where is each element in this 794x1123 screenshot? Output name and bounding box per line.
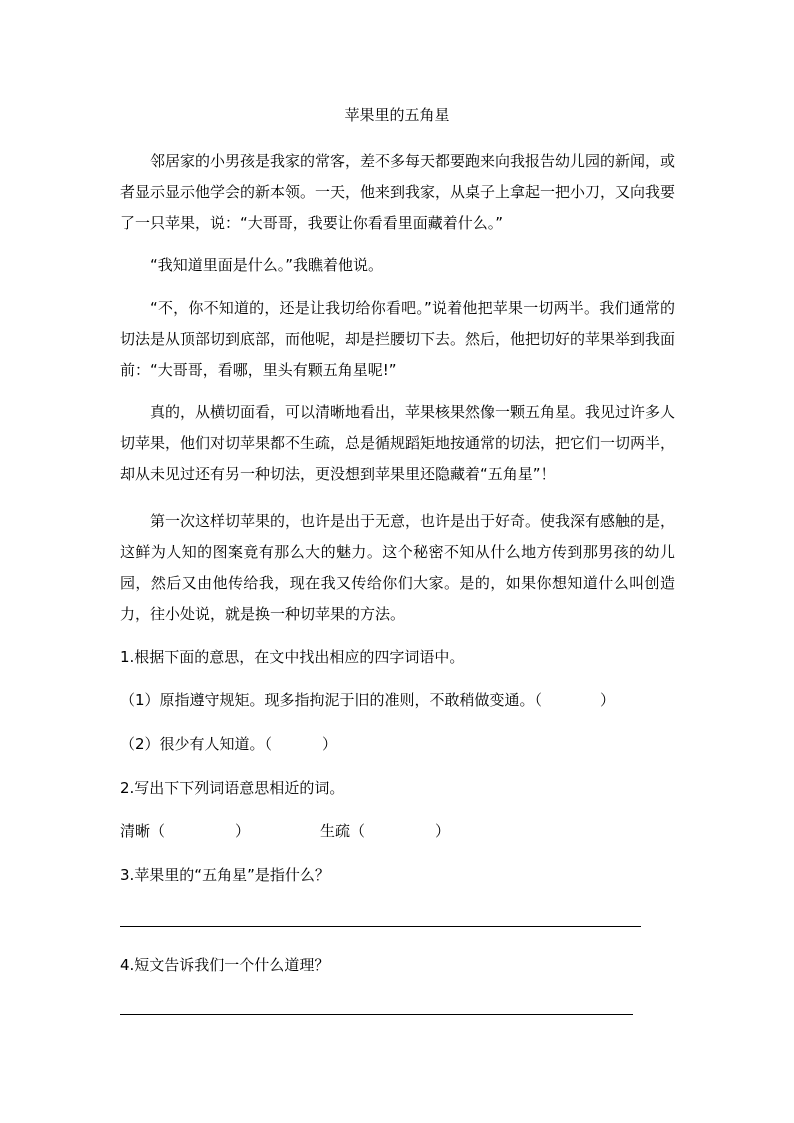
question-1-item-2 <box>120 733 675 755</box>
question-2: 2.写出下下列词语意思相近的词。 <box>120 779 345 797</box>
question-1-item-2-text: （2）很少有人知道。（ <box>120 735 273 753</box>
paragraph-1: 邻居家的小男孩是我家的常客，差不多每天都要跑来向我报告幼儿园的新闻，或者显示显示他学会的新本领。一天，他来到我家，从桌子上拿起一把小刀，又向我要了一只苹果，说：“大哥哥，我要让你看看里面藏着什么。” <box>120 152 676 232</box>
paragraph-4: 真的，从横切面看，可以清晰地看出，苹果核果然像一颗五角星。我见过许多人切苹果，他们对切苹果都不生疏，总是循规蹈矩地按通常的切法，把它们一切两半，却从未见过还有另一种切法，更没想到苹果里还隐藏着“五角星”！ <box>120 403 676 483</box>
question-2-word-1: 清晰（ <box>120 822 166 840</box>
question-3: 3.苹果里的“五角星”是指什么？ <box>120 866 330 884</box>
question-1-item-1-text: （1）原指遵守规矩。现多指拘泥于旧的准则，不敢稍做变通。（ <box>120 691 543 709</box>
paragraph-3: “不，你不知道的，还是让我切给你看吧。”说着他把苹果一切两半。我们通常的切法是从顶部切到底部，而他呢，却是拦腰切下去。然后，他把切好的苹果举到我面前：“大哥哥，看哪，里头有颗五角星呢!” <box>120 299 676 379</box>
question-2-close-1: ） <box>235 822 251 840</box>
paragraph-2: “我知道里面是什么。”我瞧着他说。 <box>150 256 384 274</box>
question-4: 4.短文告诉我们一个什么道理？ <box>120 956 330 974</box>
answer-line-4[interactable] <box>120 1014 633 1015</box>
question-2-word-2: 生疏（ <box>320 822 366 840</box>
document-title: 苹果里的五角星 <box>344 106 450 124</box>
question-1: 1.根据下面的意思，在文中找出相应的四字词语中。 <box>120 648 465 666</box>
paragraph-5: 第一次这样切苹果的，也许是出于无意，也许是出于好奇。使我深有感触的是，这鲜为人知的图案竟有那么大的魅力。这个秘密不知从什么地方传到那男孩的幼儿园，然后又由他传给我，现在我又传给你们大家。是的，如果你想知道什么叫创造力，往小处说，就是换一种切苹果的方法。 <box>120 512 676 623</box>
question-1-item-1 <box>120 689 675 711</box>
question-1-item-2-close: ） <box>322 735 338 753</box>
question-2-items <box>120 820 675 842</box>
question-1-item-1-close: ） <box>600 691 616 709</box>
question-2-close-2: ） <box>435 822 451 840</box>
answer-line-3[interactable] <box>120 926 641 927</box>
